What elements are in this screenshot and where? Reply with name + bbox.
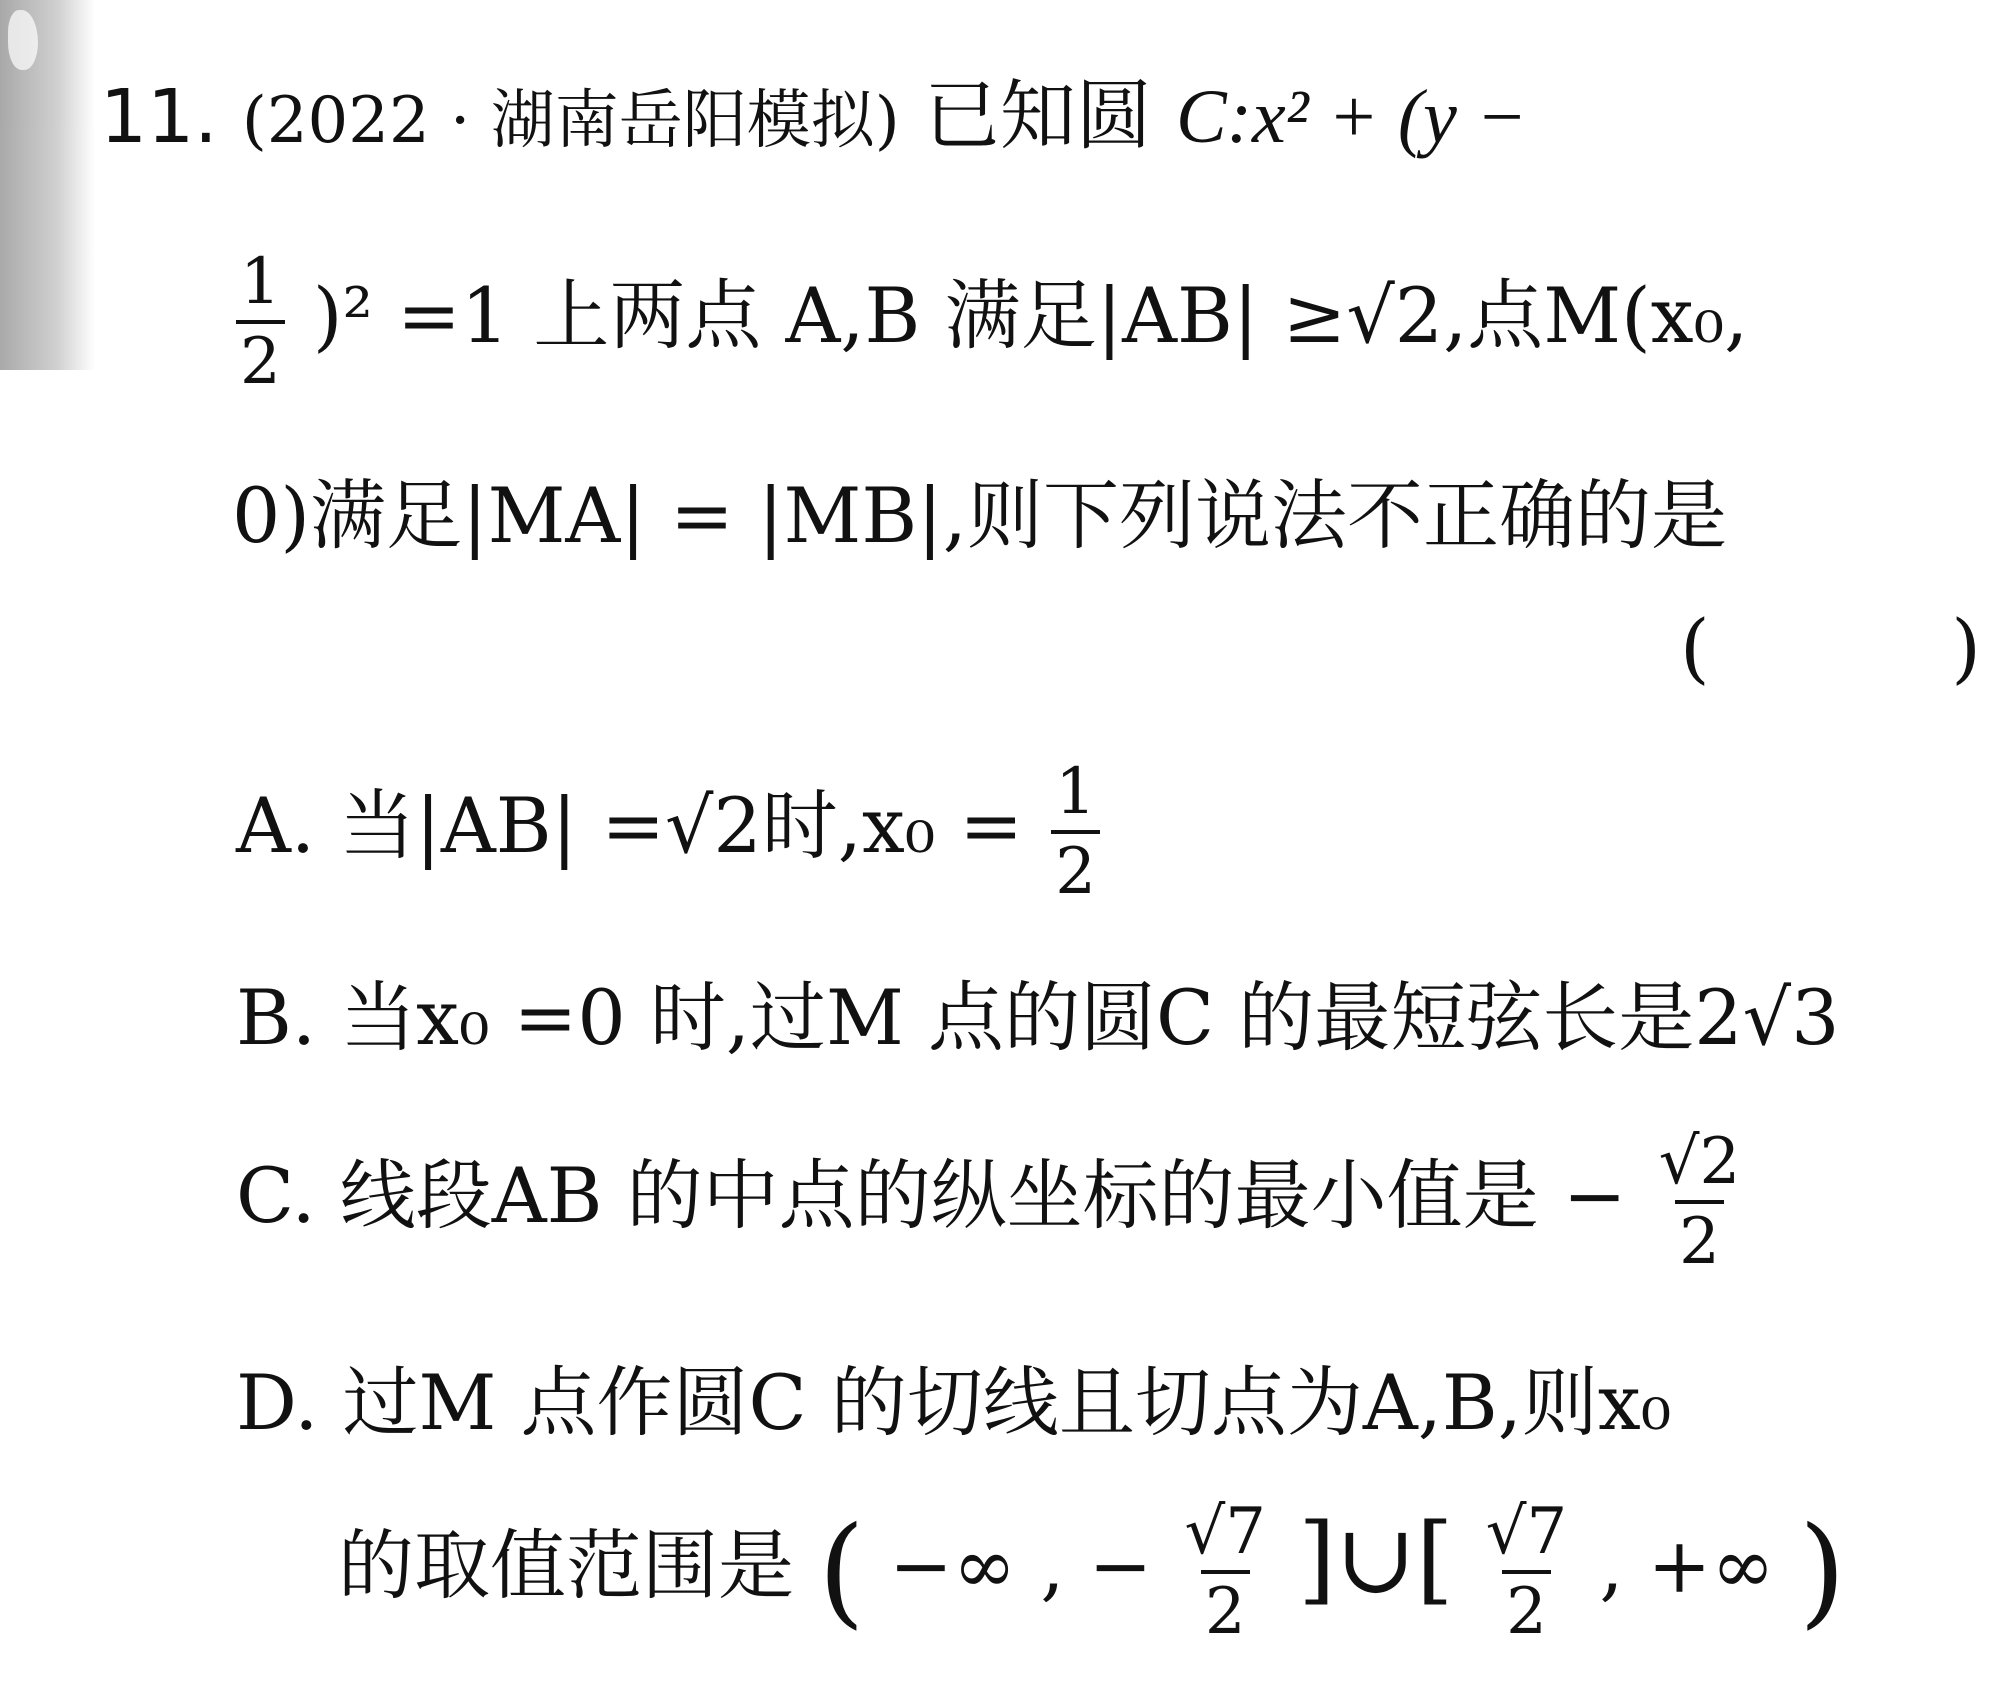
question-line-3 <box>232 471 1727 560</box>
option-a <box>236 755 1104 909</box>
range-frac-1 <box>1181 1495 1271 1649</box>
range-pos-inf: , +∞ <box>1599 1521 1775 1610</box>
option-c-text: 线段AB 的中点的纵坐标的最小值是 − <box>339 1151 1627 1240</box>
option-a-text: 当|AB| =√2时,x₀ = <box>339 781 1024 870</box>
option-d-label: D. <box>236 1358 319 1447</box>
option-c-fraction <box>1655 1125 1745 1279</box>
question-source: (2022 · 湖南岳阳模拟) <box>241 84 900 158</box>
option-b-text: 当x₀ =0 时,过M 点的圆C 的最短弦长是2√3 <box>340 973 1840 1062</box>
range-open-paren: ( <box>818 1502 865 1641</box>
option-c-frac-den: 2 <box>1675 1200 1724 1274</box>
range-frac-2-num: √7 <box>1485 1495 1568 1569</box>
range-close-paren: ) <box>1798 1502 1846 1641</box>
question-number: 11. <box>100 74 218 160</box>
question-stem-1: 已知圆 <box>923 71 1152 160</box>
answer-bracket-text: ( ) <box>1680 603 1981 692</box>
option-c <box>236 1125 1748 1279</box>
edge-mark <box>8 10 38 70</box>
option-d-range <box>338 1495 1846 1649</box>
option-b <box>236 973 1840 1062</box>
range-frac-1-num: √7 <box>1184 1495 1266 1569</box>
question-line-1 <box>100 71 1528 160</box>
circle-equation-start: C:x² + (y − <box>1176 75 1528 159</box>
half-denominator: 2 <box>236 320 285 394</box>
page-edge-shadow <box>0 0 95 370</box>
option-c-label: C. <box>236 1151 316 1240</box>
range-frac-2 <box>1482 1495 1572 1649</box>
option-c-frac-num: √2 <box>1658 1125 1741 1199</box>
option-a-fraction <box>1051 755 1100 909</box>
answer-bracket <box>1680 603 1981 692</box>
option-a-label: A. <box>236 781 316 870</box>
range-frac-1-den: 2 <box>1201 1570 1250 1644</box>
half-fraction <box>236 245 285 399</box>
option-a-frac-num: 1 <box>1055 755 1096 829</box>
option-d-text: 过M 点作圆C 的切线且切点为A,B,则x₀ <box>342 1358 1672 1447</box>
option-a-frac-den: 2 <box>1051 830 1100 904</box>
half-numerator: 1 <box>240 245 281 319</box>
option-d-range-label: 的取值范围是 <box>338 1521 794 1610</box>
range-frac-2-den: 2 <box>1502 1570 1551 1644</box>
option-d <box>236 1358 1672 1447</box>
question-stem-3: 0)满足|MA| = |MB|,则下列说法不正确的是 <box>232 471 1727 560</box>
range-neg-inf: −∞ , − <box>889 1521 1153 1610</box>
option-b-label: B. <box>236 973 317 1062</box>
range-union: ]∪[ <box>1298 1503 1454 1615</box>
question-stem-2: )² =1 上两点 A,B 满足|AB| ≥√2,点M(x₀, <box>312 271 1749 360</box>
question-line-2 <box>232 245 1749 399</box>
